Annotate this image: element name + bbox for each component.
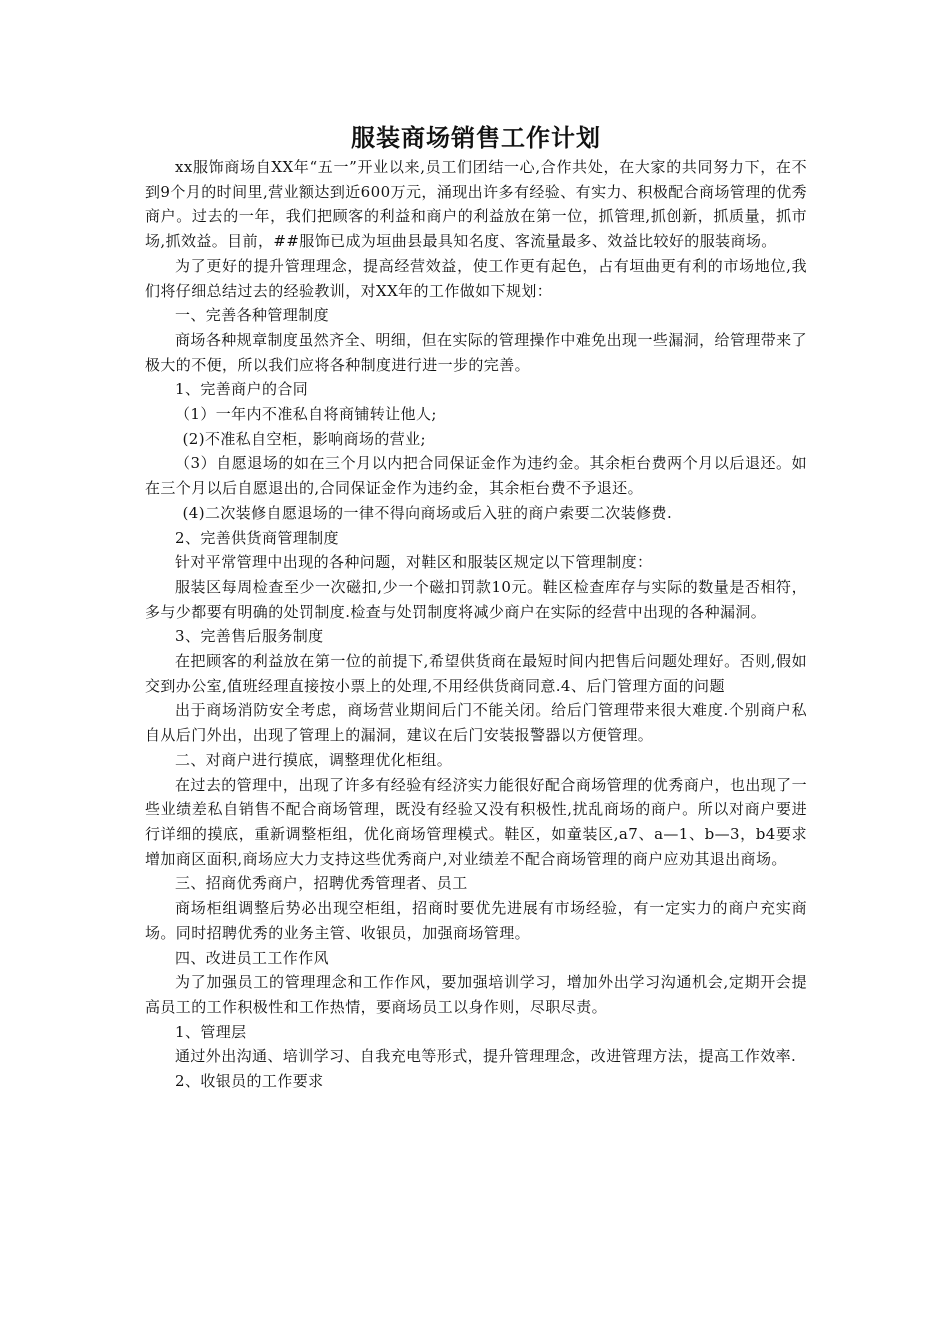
list-item: （1）一年内不准私自将商铺转让他人; — [175, 405, 437, 424]
paragraph-intro: xx服饰商场自XX年“五一”开业以来,员工们团结一心,合作共处，在大家的共同努力下，在不到9个月的时间里,营业额达到近600万元，涌现出许多有经验、有实力、积极配合商场管理的优秀商户。过去的一年，我们把顾客的利益和商户的利益放在第一位，抓管理,抓创新，抓质量，抓市场,抓效益。目前，##服饰已成为垣曲县最具知名度、客流量最多、效益比较好的服装商场。 — [145, 158, 807, 251]
paragraph: 出于商场消防安全考虑，商场营业期间后门不能关闭。给后门管理带来很大难度.个别商户私自从后门外出，出现了管理上的漏洞，建议在后门安装报警器以方便管理。 — [145, 701, 807, 745]
subsection-heading: 2、收银员的工作要求 — [175, 1072, 324, 1091]
paragraph-purpose: 为了更好的提升管理理念，提高经营效益，使工作更有起色，占有垣曲更有利的市场地位,我们将仔细总结过去的经验教训，对XX年的工作做如下规划： — [145, 256, 807, 300]
paragraph: 商场各种规章制度虽然齐全、明细，但在实际的管理操作中难免出现一些漏洞，给管理带来了极大的不便，所以我们应将各种制度进行进一步的完善。 — [145, 330, 807, 374]
paragraph: 针对平常管理中出现的各种问题，对鞋区和服装区规定以下管理制度： — [175, 553, 653, 572]
paragraph: 在过去的管理中，出现了许多有经验有经济实力能很好配合商场管理的优秀商户，也出现了一些业绩差私自销售不配合商场管理，既没有经验又没有积极性,扰乱商场的商户。所以对商户要进行详细的摸底，重新调整柜组，优化商场管理模式。鞋区，如童装区,a7、a—1、b—3，b4要求增加商区面积,商场应大力支持这些优秀商户,对业绩差不配合商场管理的商户应劝其退出商场。 — [145, 775, 807, 868]
section-heading-4: 四、改进员工工作作风 — [175, 948, 330, 967]
subsection-heading: 2、完善供货商管理制度 — [175, 528, 339, 547]
paragraph: 服装区每周检查至少一次磁扣,少一个磁扣罚款10元。鞋区检查库存与实际的数量是否相符，多与少都要有明确的处罚制度.检查与处罚制度将减少商户在实际的经营中出现的各种漏洞。 — [145, 577, 807, 621]
document-title: 服装商场销售工作计划 — [351, 124, 601, 152]
list-item: （3）自愿退场的如在三个月以内把合同保证金作为违约金。其余柜台费两个月以后退还。如在三个月以后自愿退出的,合同保证金作为违约金，其余柜台费不予退还。 — [145, 454, 807, 498]
paragraph: 通过外出沟通、培训学习、自我充电等形式，提升管理理念，改进管理方法，提高工作效率. — [175, 1047, 797, 1066]
subsection-heading: 1、完善商户的合同 — [175, 380, 309, 399]
paragraph: 在把顾客的利益放在第一位的前提下,希望供货商在最短时间内把售后问题处理好。否则,假如交到办公室,值班经理直接按小票上的处理,不用经供货商同意.4、后门管理方面的问题 — [145, 652, 807, 695]
subsection-heading: 1、管理层 — [175, 1022, 247, 1041]
document-body — [145, 122, 807, 1094]
section-heading-2: 二、对商户进行摸底，调整理优化柜组。 — [175, 750, 453, 769]
subsection-heading: 3、完善售后服务制度 — [175, 627, 324, 646]
list-item: (4)二次装修自愿退场的一律不得向商场或后入驻的商户索要二次装修费. — [182, 503, 673, 522]
section-heading-3: 三、招商优秀商户，招聘优秀管理者、员工 — [175, 874, 468, 893]
paragraph: 为了加强员工的管理理念和工作作风，要加强培训学习，增加外出学习沟通机会,定期开会提高员工的工作积极性和工作热情，要商场员工以身作则，尽职尽责。 — [145, 973, 807, 1016]
list-item: (2)不准私自空柜，影响商场的营业; — [182, 429, 427, 448]
section-heading-1: 一、完善各种管理制度 — [175, 306, 330, 325]
paragraph: 商场柜组调整后势必出现空柜组，招商时要优先进展有市场经验，有一定实力的商户充实商场。同时招聘优秀的业务主管、收银员，加强商场管理。 — [145, 899, 807, 942]
